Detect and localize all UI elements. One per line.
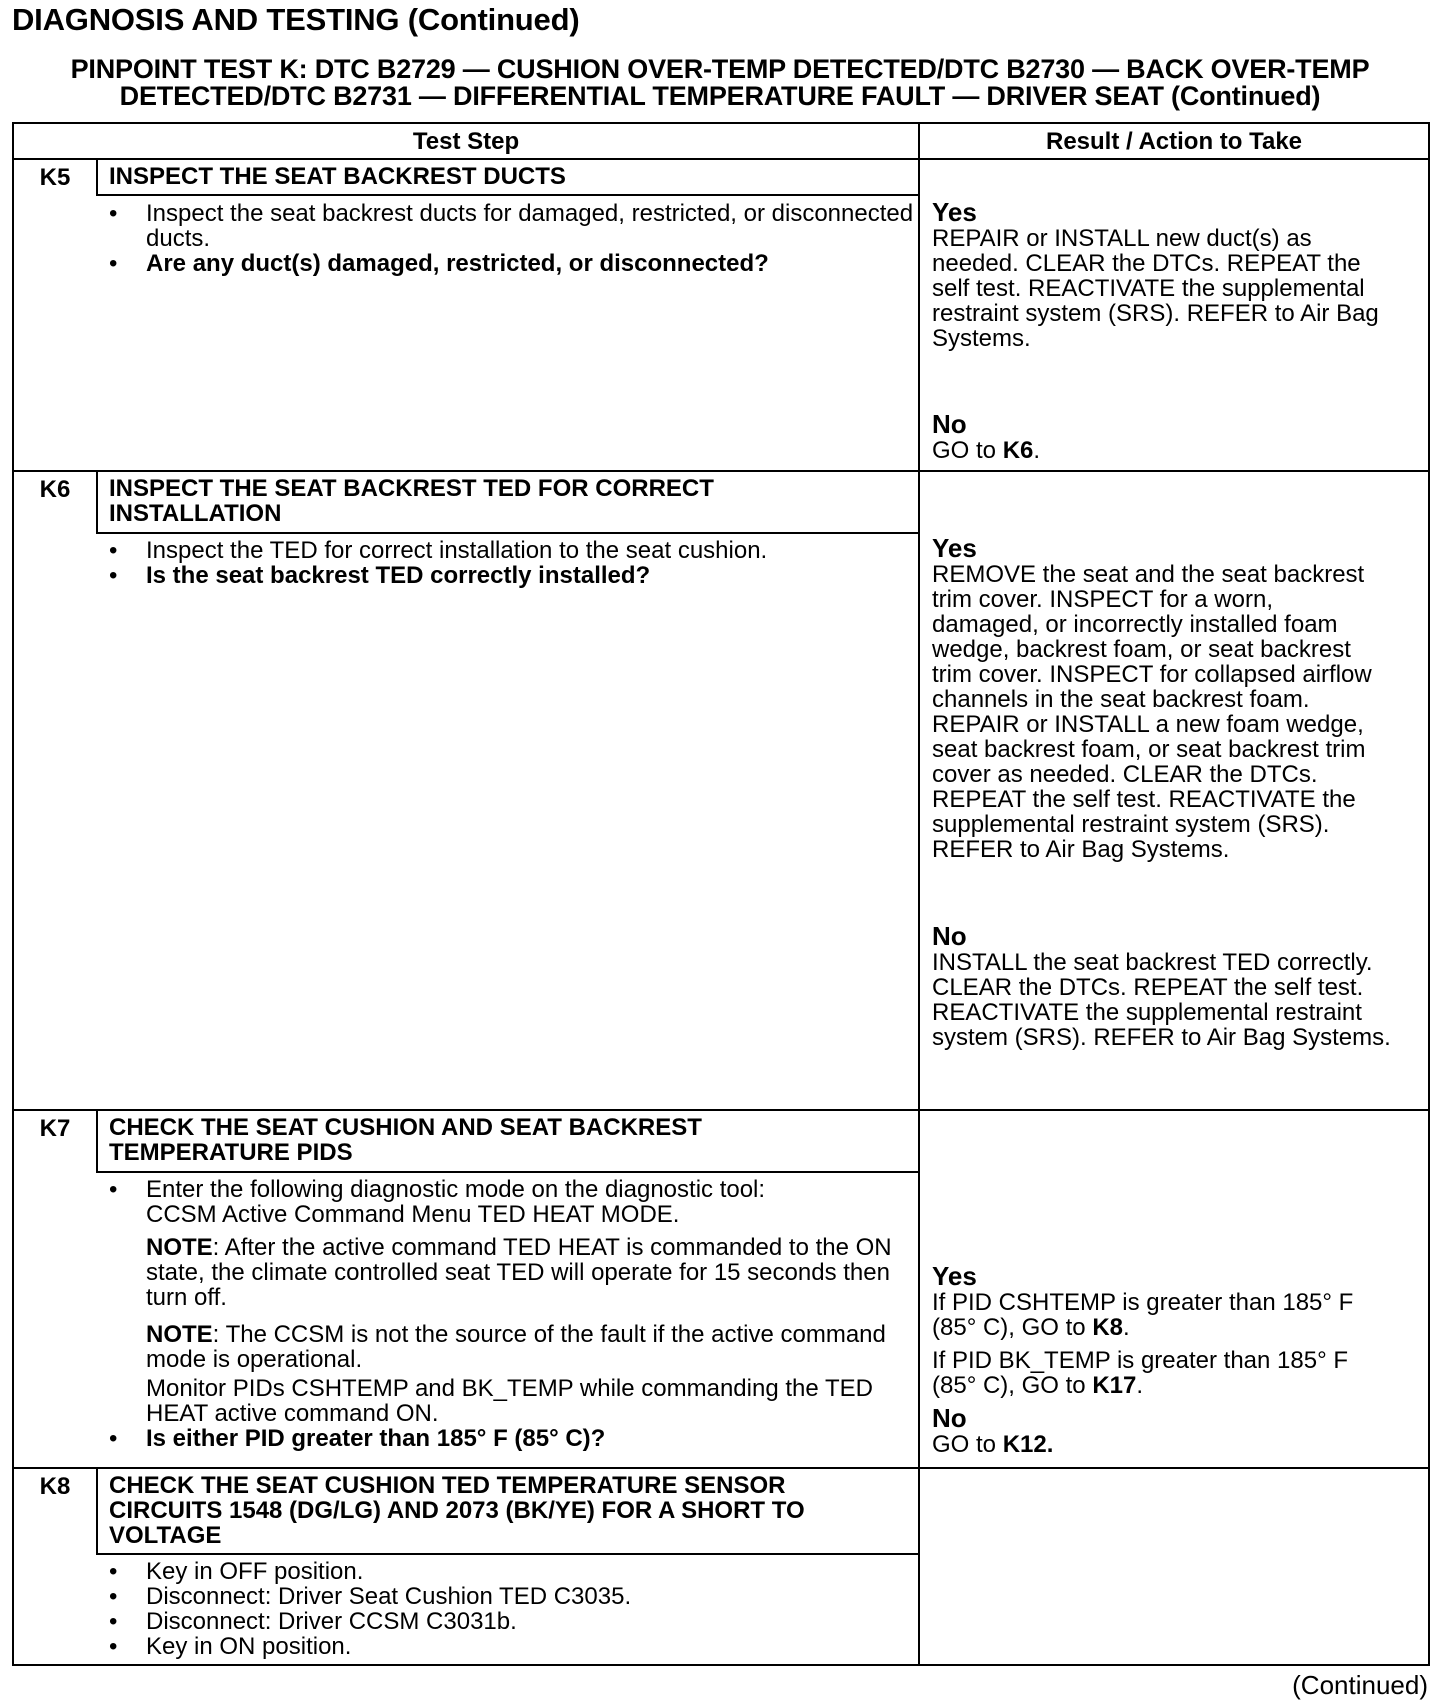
result-yes-label: Yes: [932, 533, 977, 563]
row-divider: [14, 1109, 1428, 1111]
step-id-divider: [96, 1467, 98, 1553]
note: NOTE: The CCSM is not the source of the fault if the active command mode is operational.: [146, 1321, 886, 1373]
divider: [96, 1171, 918, 1173]
result-yes-label: Yes: [932, 1261, 977, 1291]
bullet-item: • Key in ON position.: [109, 1634, 919, 1659]
result-k5: [932, 198, 1428, 351]
step-id-k6: K6: [39, 476, 71, 503]
step-body-k7: [109, 1177, 919, 1451]
result-yes-label: Yes: [932, 197, 977, 227]
column-header-test-step: Test Step: [412, 128, 520, 155]
column-header-result: Result / Action to Take: [1045, 128, 1303, 155]
step-reference: K8: [1092, 1314, 1123, 1341]
result-line: needed. CLEAR the DTCs. REPEAT the: [932, 250, 1361, 277]
divider: [96, 1553, 918, 1555]
bullet-item: • Inspect the seat backrest ducts for damaged, restricted, or disconnected ducts.: [109, 201, 919, 251]
bullet-question: • Is the seat backrest TED correctly installed?: [109, 563, 919, 588]
step-id-divider: [96, 470, 98, 532]
step-id-divider: [96, 158, 98, 194]
page-title: DIAGNOSIS AND TESTING (Continued): [12, 2, 580, 37]
result-no-label: No: [932, 1403, 967, 1433]
result-line: GO to K6.: [932, 437, 1041, 464]
step-reference: K6: [1002, 437, 1034, 464]
pinpoint-test-title: [12, 56, 1428, 110]
divider: [96, 532, 918, 534]
bullet-item: • Enter the following diagnostic mode on the diagnostic tool: CCSM Active Command Menu TED HEAT MODE.: [109, 1177, 919, 1227]
header-divider: [14, 158, 1428, 160]
step-id-divider: [96, 1109, 98, 1171]
result-no-label: No: [932, 409, 967, 439]
divider: [96, 194, 918, 196]
result-line: restraint system (SRS). REFER to Air Bag: [932, 300, 1379, 327]
pinpoint-test-title-line2: DETECTED/DTC B2731 — DIFFERENTIAL TEMPERATURE FAULT — DRIVER SEAT (Continued): [119, 81, 1321, 111]
continued-label: (Continued): [1292, 1670, 1428, 1700]
bullet-question: • Is either PID greater than 185° F (85° C)?: [109, 1426, 919, 1451]
bullet-item: • Disconnect: Driver Seat Cushion TED C3035.: [109, 1584, 919, 1609]
bullet-item: • Key in OFF position.: [109, 1559, 919, 1584]
row-divider: [14, 470, 1428, 472]
step-body-k6: [109, 538, 919, 588]
step-body-k5: [109, 201, 919, 276]
step-title-k6: INSPECT THE SEAT BACKREST TED FOR CORRECT INSTALLATION: [109, 475, 714, 527]
step-id-k7: K7: [39, 1115, 71, 1142]
result-k6-no: No INSTALL the seat backrest TED correctly. CLEAR the DTCs. REPEAT the self test. REACTIVATE the supplemental restraint system (SRS). REFER to Air Bag Systems.: [932, 922, 1428, 1050]
bullet-item: • Disconnect: Driver CCSM C3031b.: [109, 1609, 919, 1634]
step-title-k5: INSPECT THE SEAT BACKREST DUCTS: [109, 163, 566, 190]
bullet-question: • Are any duct(s) damaged, restricted, or disconnected?: [109, 251, 919, 276]
note: NOTE: After the active command TED HEAT is commanded to the ON state, the climate controlled seat TED will operate for 15 seconds then turn off.: [146, 1234, 892, 1311]
pinpoint-test-table: [12, 122, 1430, 1666]
result-line: REPAIR or INSTALL new duct(s) as: [932, 225, 1312, 252]
step-id-k5: K5: [39, 164, 71, 191]
step-title-k7: CHECK THE SEAT CUSHION AND SEAT BACKREST TEMPERATURE PIDS: [109, 1114, 702, 1166]
result-k7: Yes If PID CSHTEMP is greater than 185° F (85° C), GO to K8. If PID BK_TEMP is greater than 185° F (85° C), GO to K17. No GO to K12.: [932, 1262, 1428, 1457]
step-reference: K12: [1002, 1431, 1047, 1458]
monitor-instruction: Monitor PIDs CSHTEMP and BK_TEMP while commanding the TED HEAT active command ON.: [146, 1375, 873, 1427]
result-no-label: No: [932, 921, 967, 951]
step-reference: K17: [1092, 1372, 1137, 1399]
step-body-k8: [109, 1559, 919, 1659]
result-line: Systems.: [932, 325, 1031, 352]
step-id-k8: K8: [39, 1473, 71, 1500]
row-divider: [14, 1467, 1428, 1469]
bullet-item: • Inspect the TED for correct installation to the seat cushion.: [109, 538, 919, 563]
result-k5-no: [932, 410, 1428, 463]
step-title-k8: CHECK THE SEAT CUSHION TED TEMPERATURE SENSOR CIRCUITS 1548 (DG/LG) AND 2073 (BK/YE) FOR A SHORT TO VOLTAGE: [109, 1472, 805, 1549]
pinpoint-test-title-line1: PINPOINT TEST K: DTC B2729 — CUSHION OVER-TEMP DETECTED/DTC B2730 — BACK OVER-TEMP: [70, 54, 1370, 84]
result-line: self test. REACTIVATE the supplemental: [932, 275, 1365, 302]
result-k6: Yes REMOVE the seat and the seat backrest trim cover. INSPECT for a worn, damaged, or incorrectly installed foam wedge, backrest foam, or seat backrest trim cover. INSPECT for collapsed airflow channels in the seat backrest foam. REPAIR or INSTALL a new foam wedge, seat backrest foam, or seat backrest trim cover as needed. CLEAR the DTCs. REPEAT the self test. REACTIVATE the supplemental restraint system (SRS). REFER to Air Bag Systems.: [932, 534, 1428, 862]
